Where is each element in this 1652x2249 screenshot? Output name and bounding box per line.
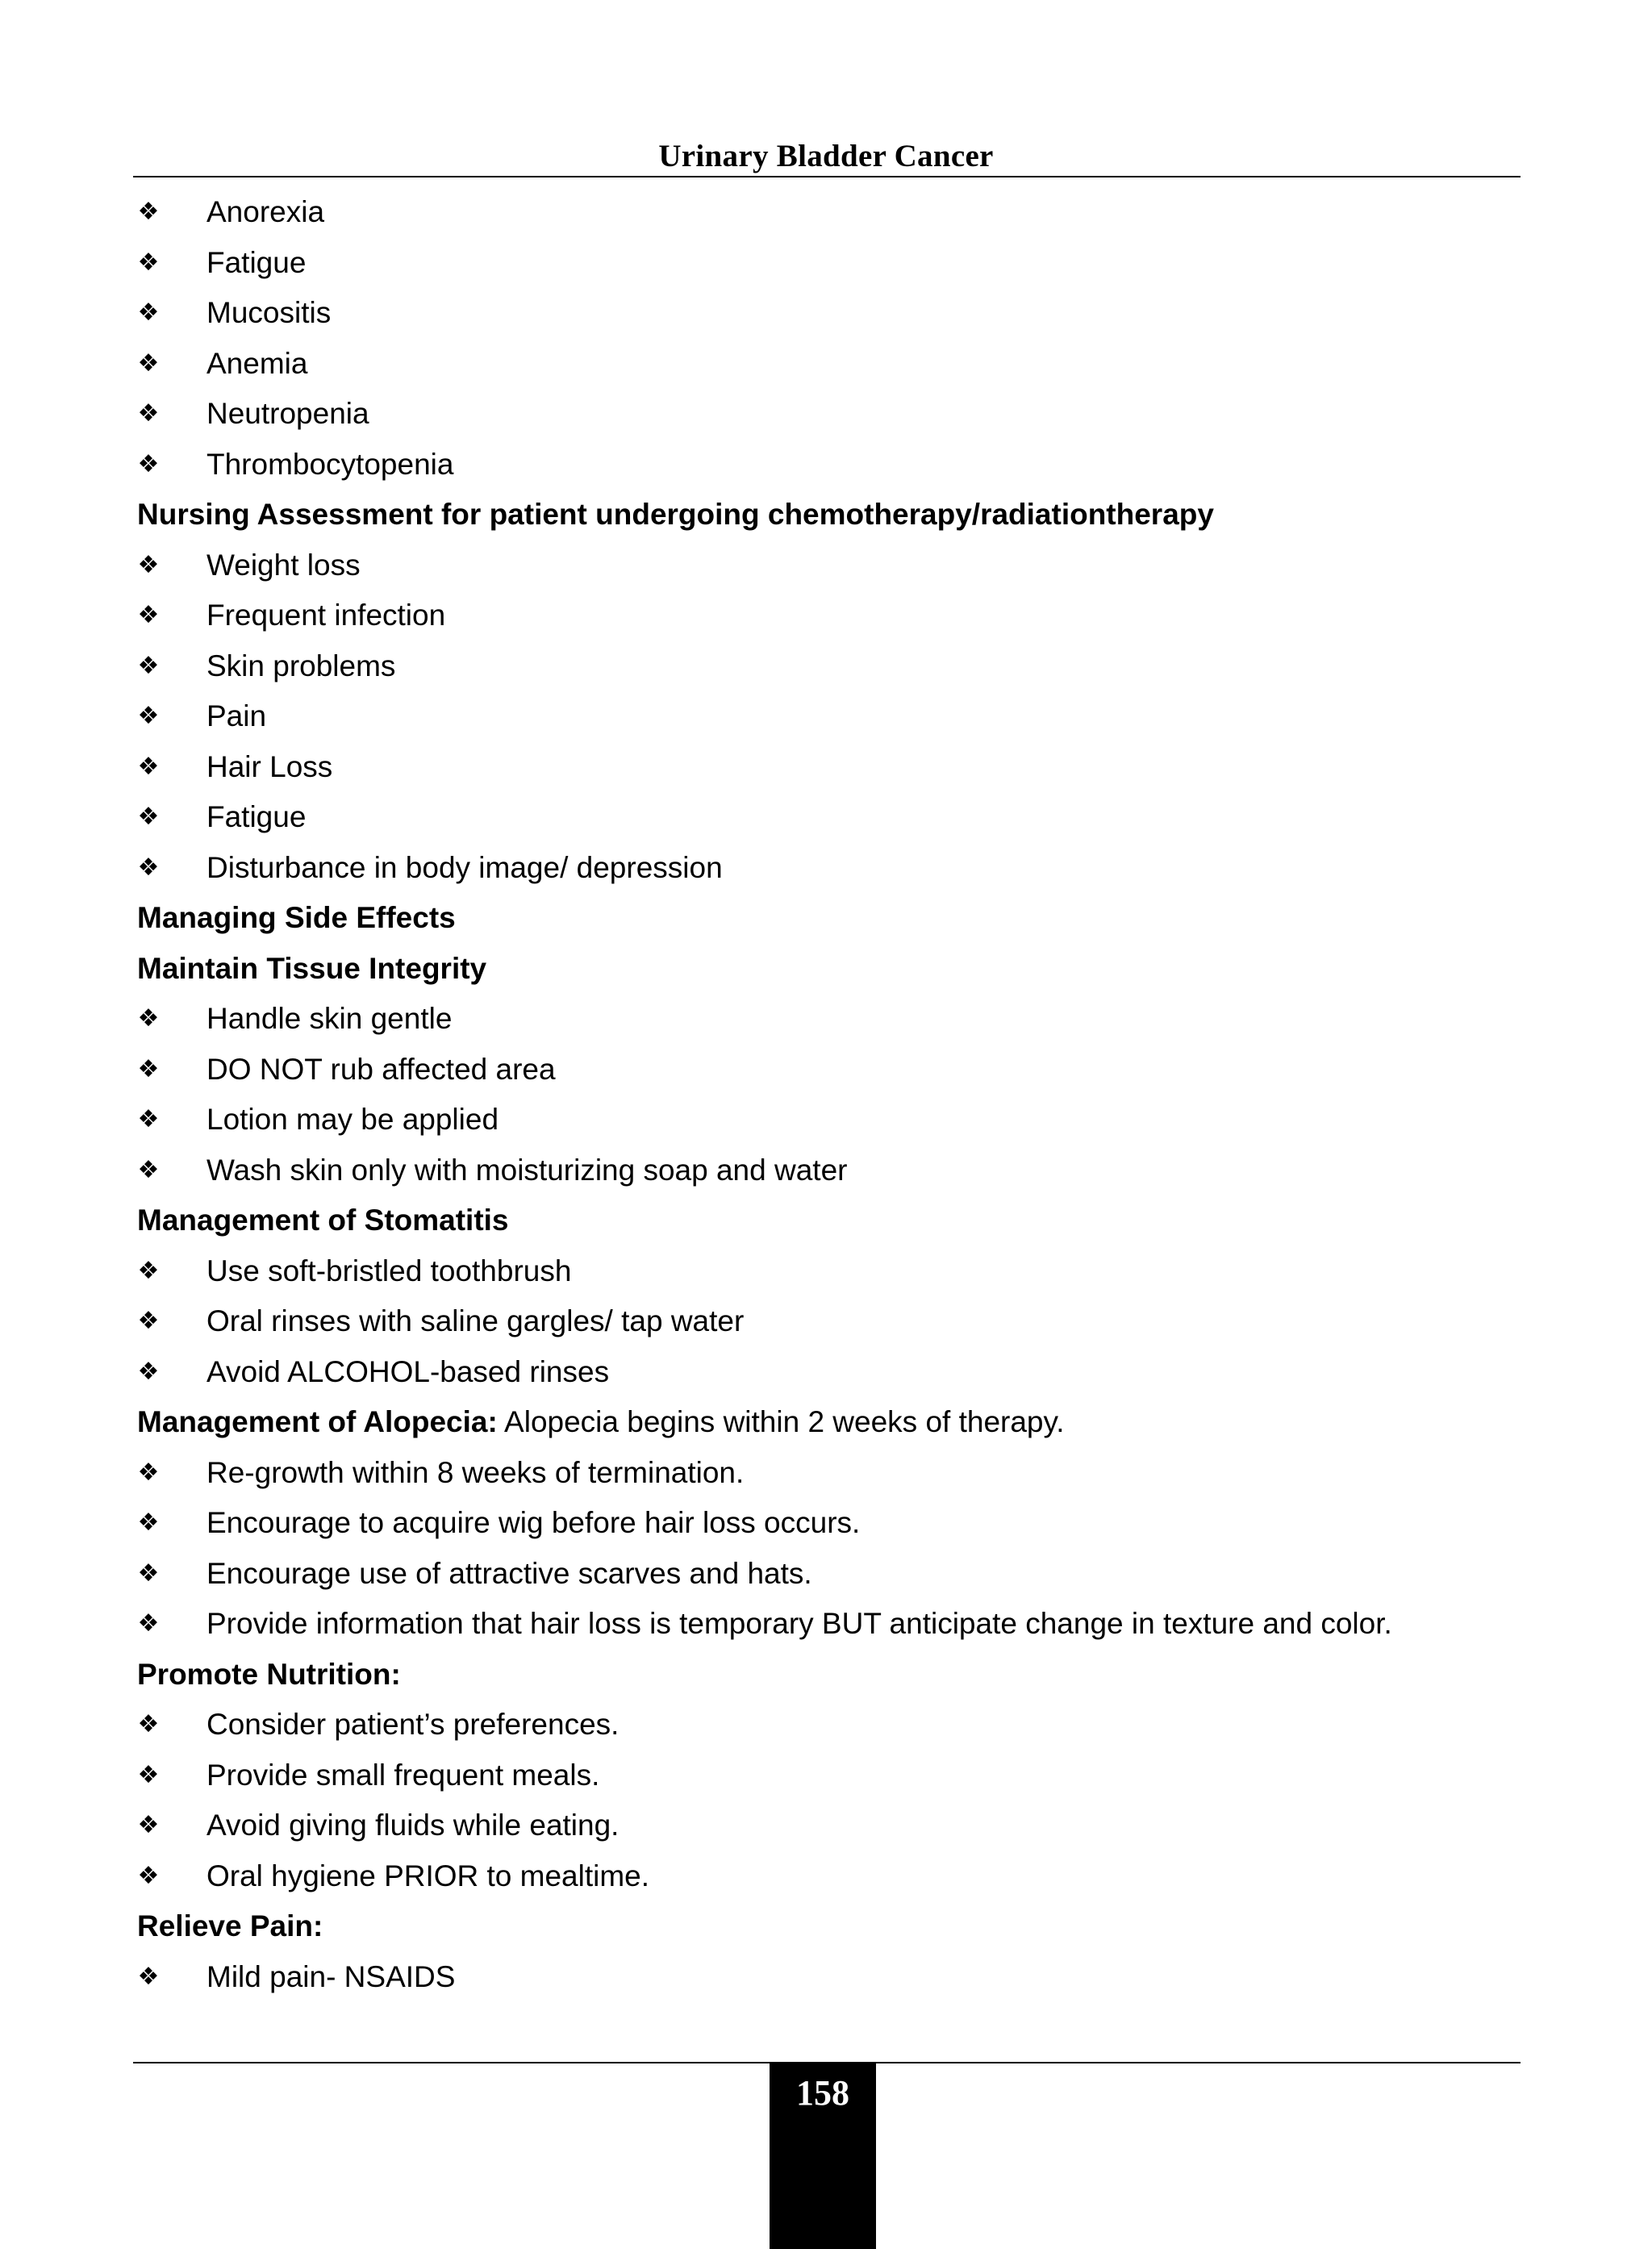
heading-text: Nursing Assessment for patient undergoing chemotherapy/radiationtherapy (137, 498, 1214, 531)
section-heading (137, 490, 1516, 540)
bullet-item (137, 288, 1516, 339)
bullet-text: Fatigue (206, 800, 307, 833)
diamond-bullet-icon: ❖ (137, 1155, 160, 1184)
page-number: 158 (796, 2073, 849, 2113)
heading-text: Management of Alopecia: (137, 1405, 498, 1438)
bullet-text: Consider patient’s preferences. (206, 1708, 620, 1741)
bullet-item (137, 1851, 1516, 1902)
diamond-bullet-icon: ❖ (137, 1458, 160, 1487)
page-content (137, 187, 1516, 2002)
heading-text: Promote Nutrition: (137, 1657, 401, 1691)
bullet-text: Oral rinses with saline gargles/ tap water (206, 1304, 745, 1337)
bullet-item (137, 590, 1516, 641)
bullet-item (137, 1700, 1516, 1750)
bullet-item (137, 540, 1516, 591)
header-rule (133, 176, 1521, 177)
diamond-bullet-icon: ❖ (137, 1357, 160, 1386)
section-heading (137, 1901, 1516, 1952)
bullet-text: Weight loss (206, 548, 361, 582)
diamond-bullet-icon: ❖ (137, 1558, 160, 1588)
bullet-item (137, 691, 1516, 742)
diamond-bullet-icon: ❖ (137, 1962, 160, 1991)
diamond-bullet-icon: ❖ (137, 1508, 160, 1537)
bullet-item (137, 1347, 1516, 1398)
bullet-item (137, 843, 1516, 894)
bullet-item (137, 1448, 1516, 1499)
diamond-bullet-icon: ❖ (137, 550, 160, 579)
bullet-text: DO NOT rub affected area (206, 1052, 556, 1086)
bullet-item (137, 641, 1516, 692)
bullet-item (137, 238, 1516, 289)
bullet-text: Skin problems (206, 649, 396, 682)
bullet-item (137, 1045, 1516, 1095)
diamond-bullet-icon: ❖ (137, 449, 160, 478)
bullet-text: Thrombocytopenia (206, 447, 454, 481)
diamond-bullet-icon: ❖ (137, 298, 160, 327)
bullet-item (137, 1800, 1516, 1851)
diamond-bullet-icon: ❖ (137, 348, 160, 378)
bullet-text: Anemia (206, 346, 308, 380)
diamond-bullet-icon: ❖ (137, 702, 160, 730)
bullet-text: Encourage use of attractive scarves and hats. (206, 1556, 812, 1590)
bullet-item (137, 1095, 1516, 1145)
diamond-bullet-icon: ❖ (137, 1105, 160, 1133)
diamond-bullet-icon: ❖ (137, 1004, 160, 1033)
heading-text: Management of Stomatitis (137, 1204, 509, 1237)
bullet-item (137, 1498, 1516, 1549)
bullet-item (137, 1246, 1516, 1297)
bullet-text: Wash skin only with moisturizing soap and water (206, 1153, 848, 1187)
section-heading (137, 1650, 1516, 1700)
running-header-title: Urinary Bladder Cancer (658, 139, 994, 173)
bullet-text: Mild pain- NSAIDS (206, 1959, 456, 1993)
bullet-item (137, 187, 1516, 238)
bullet-item (137, 1296, 1516, 1347)
diamond-bullet-icon: ❖ (137, 1256, 160, 1285)
diamond-bullet-icon: ❖ (137, 1760, 160, 1789)
diamond-bullet-icon: ❖ (137, 601, 160, 629)
bullet-text: Encourage to acquire wig before hair loss occurs. (206, 1506, 861, 1539)
heading-text: Maintain Tissue Integrity (137, 951, 487, 985)
section-heading (137, 893, 1516, 944)
diamond-bullet-icon: ❖ (137, 248, 160, 277)
section-heading (137, 1195, 1516, 1246)
diamond-bullet-icon: ❖ (137, 198, 160, 226)
bullet-text: Provide small frequent meals. (206, 1758, 600, 1792)
diamond-bullet-icon: ❖ (137, 399, 160, 428)
bullet-item (137, 389, 1516, 440)
diamond-bullet-icon: ❖ (137, 651, 160, 680)
bullet-text: Oral hygiene PRIOR to mealtime. (206, 1859, 650, 1892)
bullet-text: Hair Loss (206, 749, 333, 783)
diamond-bullet-icon: ❖ (137, 1710, 160, 1738)
diamond-bullet-icon: ❖ (137, 752, 160, 781)
bullet-text: Disturbance in body image/ depression (206, 850, 723, 884)
bullet-item (137, 1549, 1516, 1600)
bullet-text: Anorexia (206, 195, 325, 228)
bullet-text: Avoid ALCOHOL-based rinses (206, 1354, 610, 1388)
bullet-item (137, 792, 1516, 843)
bullet-text: Mucositis (206, 296, 332, 329)
diamond-bullet-icon: ❖ (137, 1307, 160, 1335)
bullet-text: Frequent infection (206, 599, 446, 632)
bullet-text: Provide information that hair loss is temporary BUT anticipate change in texture and color. (206, 1607, 1392, 1640)
bullet-text: Re-growth within 8 weeks of termination. (206, 1455, 745, 1489)
heading-inline-text: Alopecia begins within 2 weeks of therapy. (497, 1405, 1065, 1438)
bullet-text: Use soft-bristled toothbrush (206, 1254, 572, 1287)
diamond-bullet-icon: ❖ (137, 1861, 160, 1890)
diamond-bullet-icon: ❖ (137, 1811, 160, 1839)
heading-text: Managing Side Effects (137, 901, 456, 934)
section-heading (137, 944, 1516, 995)
diamond-bullet-icon: ❖ (137, 853, 160, 882)
bullet-item (137, 1145, 1516, 1196)
bullet-text: Neutropenia (206, 397, 369, 430)
bullet-item (137, 440, 1516, 490)
bullet-text: Handle skin gentle (206, 1002, 453, 1035)
diamond-bullet-icon: ❖ (137, 803, 160, 831)
diamond-bullet-icon: ❖ (137, 1054, 160, 1083)
bullet-text: Lotion may be applied (206, 1103, 499, 1136)
bullet-item (137, 994, 1516, 1045)
bullet-item (137, 339, 1516, 390)
bullet-text: Fatigue (206, 245, 307, 279)
heading-text: Relieve Pain: (137, 1909, 323, 1942)
bullet-item (137, 1750, 1516, 1801)
bullet-item (137, 742, 1516, 793)
diamond-bullet-icon: ❖ (137, 1609, 160, 1638)
bullet-text: Avoid giving fluids while eating. (206, 1809, 620, 1842)
bullet-text: Pain (206, 699, 267, 732)
bullet-item (137, 1599, 1516, 1650)
section-heading (137, 1397, 1516, 1448)
bullet-item (137, 1952, 1516, 2003)
